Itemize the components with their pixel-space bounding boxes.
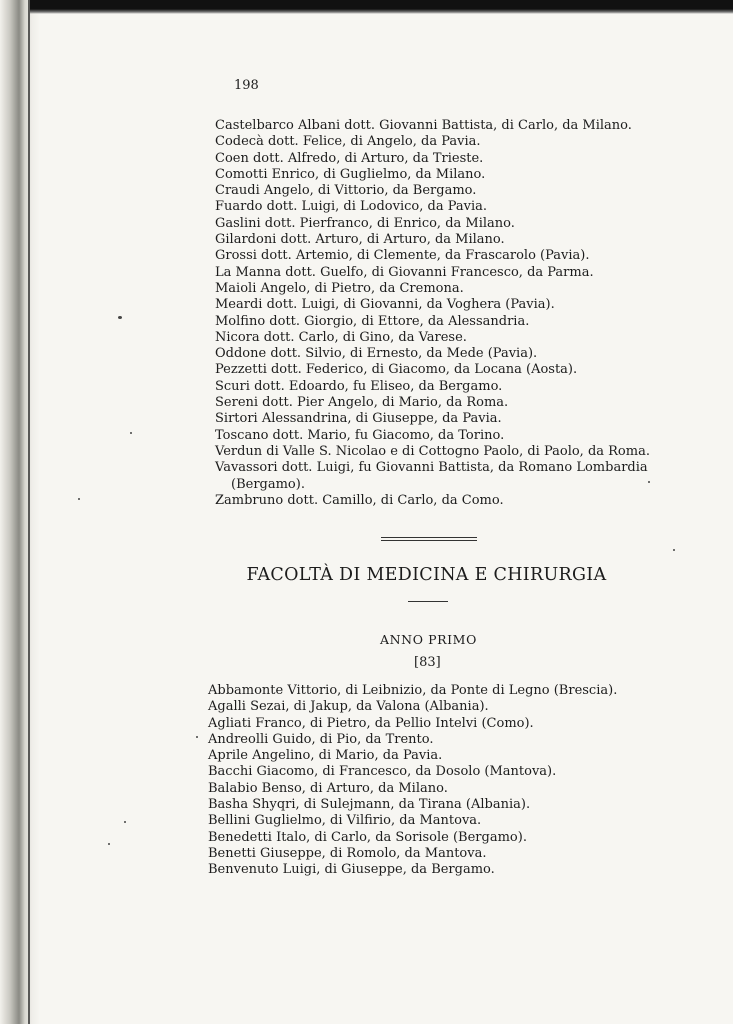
list-item: Coen dott. Alfredo, di Arturo, da Trieste. (215, 150, 484, 166)
list-item: Benetti Giuseppe, di Romolo, da Mantova. (208, 845, 487, 861)
list-item: Fuardo dott. Luigi, di Lodovico, da Pavia. (215, 199, 488, 215)
list-item: La Manna dott. Guelfo, di Giovanni Francesco, da Parma. (215, 264, 594, 280)
list-item: Zambruno dott. Camillo, di Carlo, da Como. (215, 492, 504, 508)
list-item: Bacchi Giacomo, di Francesco, da Dosolo (Mantova). (208, 764, 557, 780)
list-item: Balabio Benso, di Arturo, da Milano. (208, 780, 448, 796)
list-item: Verdun di Valle S. Nicolao e di Cottogno Paolo, di Paolo, da Roma. (215, 443, 650, 459)
list-item: Vavassori dott. Luigi, fu Giovanni Battista, da Romano Lombardia (215, 460, 648, 476)
list-item: Sirtori Alessandrina, di Giuseppe, da Pavia. (215, 411, 502, 427)
list-item: Gaslini dott. Pierfranco, di Enrico, da Milano. (215, 215, 515, 231)
list-item: Bellini Guglielmo, di Vilfirio, da Mantova. (208, 813, 482, 829)
list-item: Pezzetti dott. Federico, di Giacomo, da Locana (Aosta). (215, 362, 578, 378)
scan-speck (130, 432, 132, 434)
scan-speck (118, 316, 122, 319)
list-item: Sereni dott. Pier Angelo, di Mario, da Roma. (215, 395, 509, 411)
list-item: Nicora dott. Carlo, di Gino, da Varese. (215, 329, 467, 345)
list-item: Andreolli Guido, di Pio, da Trento. (208, 731, 434, 747)
page-number: 198 (234, 78, 259, 93)
list-item: Basha Shyqri, di Sulejmann, da Tirana (Albania). (208, 797, 531, 813)
list-item: Meardi dott. Luigi, di Giovanni, da Voghera (Pavia). (215, 297, 555, 313)
scan-speck (196, 736, 198, 738)
scan-speck (78, 498, 80, 500)
section-title: FACOLTÀ DI MEDICINA E CHIRURGIA (246, 565, 607, 585)
students-list (208, 683, 617, 879)
subsection-title: ANNO PRIMO (380, 632, 477, 647)
list-item: Aprile Angelino, di Mario, da Pavia. (208, 748, 443, 764)
list-item: Agalli Sezai, di Jakup, da Valona (Albania). (208, 699, 489, 715)
list-item: Grossi dott. Artemio, di Clemente, da Frascarolo (Pavia). (215, 248, 590, 264)
list-item-continuation: (Bergamo). (231, 476, 305, 492)
graduates-list (215, 118, 650, 509)
list-item: Comotti Enrico, di Guglielmo, da Milano. (215, 166, 486, 182)
list-item: Toscano dott. Mario, fu Giacomo, da Torino. (215, 427, 505, 443)
list-item: Benvenuto Luigi, di Giuseppe, da Bergamo. (208, 862, 495, 878)
scan-speck (673, 549, 675, 551)
list-item: Benedetti Italo, di Carlo, da Sorisole (Bergamo). (208, 829, 527, 845)
student-count: [83] (414, 655, 441, 670)
list-item: Maioli Angelo, di Pietro, da Cremona. (215, 280, 464, 296)
book-binding-edge (0, 0, 40, 1024)
list-item: Gilardoni dott. Arturo, di Arturo, da Milano. (215, 232, 505, 248)
scan-speck (648, 481, 650, 483)
list-item: Oddone dott. Silvio, di Ernesto, da Mede (Pavia). (215, 346, 538, 362)
list-item: Abbamonte Vittorio, di Leibnizio, da Ponte di Legno (Brescia). (208, 683, 618, 698)
list-item: Scuri dott. Edoardo, fu Eliseo, da Bergamo. (215, 378, 503, 394)
list-item: Molfino dott. Giorgio, di Ettore, da Alessandria. (215, 313, 530, 329)
section-separator (381, 537, 477, 541)
scan-speck (124, 821, 126, 823)
scan-speck (108, 843, 110, 845)
list-item: Castelbarco Albani dott. Giovanni Battista, di Carlo, da Milano. (215, 118, 632, 133)
list-item: Craudi Angelo, di Vittorio, da Bergamo. (215, 183, 477, 199)
list-item: Agliati Franco, di Pietro, da Pellio Intelvi (Como). (208, 715, 534, 731)
title-underline (408, 601, 448, 602)
list-item: Codecà dott. Felice, di Angelo, da Pavia. (215, 134, 481, 150)
scan-top-edge (30, 0, 733, 14)
